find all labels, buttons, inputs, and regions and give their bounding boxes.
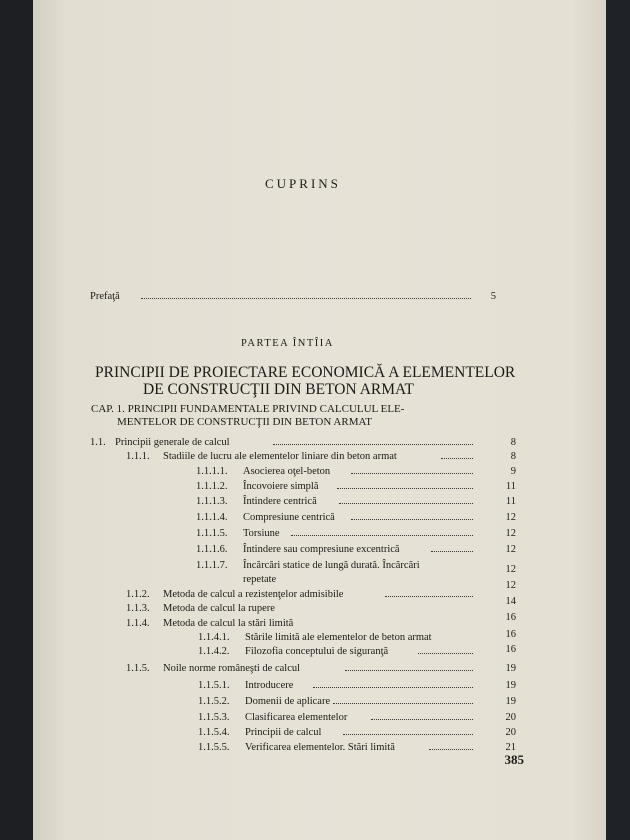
toc-title: Încovoiere simplă	[243, 481, 319, 492]
toc-title: Stările limită ale elementelor de beton armat	[245, 632, 432, 643]
toc-title: Metoda de calcul a rezistenţelor admisibile	[163, 589, 344, 600]
dot-leader	[343, 734, 473, 735]
toc-title: Principii de calcul	[245, 727, 322, 738]
toc-page: 11	[505, 496, 516, 507]
toc-title: Stadiile de lucru ale elementelor liniare din beton armat	[163, 451, 397, 462]
toc-title: Metoda de calcul la stări limită	[163, 618, 294, 629]
toc-title: Compresiune centrică	[243, 512, 335, 523]
dot-leader	[429, 749, 473, 750]
dot-leader	[351, 473, 473, 474]
toc-title: Noile norme româneşti de calcul	[163, 663, 301, 674]
toc-page: 19	[505, 680, 516, 691]
toc-title-continuation: repetate	[243, 574, 277, 585]
toc-title: Torsiune	[243, 528, 280, 539]
toc-number: 1.1.1.6.	[196, 544, 228, 555]
toc-page: 20	[505, 712, 516, 723]
dot-leader	[337, 488, 473, 489]
toc-page: 16	[505, 644, 516, 655]
toc-title: Întindere sau compresiune excentrică	[243, 544, 400, 555]
dot-leader	[418, 653, 473, 654]
toc-page: 12	[505, 580, 516, 591]
toc-page: 11	[505, 481, 516, 492]
toc-page: 8	[510, 437, 516, 448]
toc-page: 19	[505, 663, 516, 674]
toc-page: 12	[505, 512, 516, 523]
toc-number: 1.1.5.	[126, 663, 150, 674]
section-heading-line1: PRINCIPII DE PROIECTARE ECONOMICĂ A ELEMENTELOR	[95, 364, 516, 381]
toc-page: 12	[505, 564, 516, 575]
toc-title: Introducere	[245, 680, 294, 691]
part-heading: PARTEA ÎNTÎIA	[241, 338, 334, 349]
toc-title: Încărcări statice de lungă durată. Încărcări	[243, 560, 420, 571]
toc-title: Filozofia conceptului de siguranţă	[245, 646, 389, 657]
toc-page: 8	[510, 451, 516, 462]
toc-title: Întindere centrică	[243, 496, 317, 507]
toc-title: Principii generale de calcul	[115, 437, 230, 448]
dot-leader	[291, 535, 473, 536]
dot-leader	[273, 444, 473, 445]
toc-page: 21	[505, 742, 516, 753]
toc-number: 1.1.2.	[126, 589, 150, 600]
toc-number: 1.1.1.1.	[196, 466, 228, 477]
dot-leader	[313, 687, 473, 688]
toc-number: 1.1.1.7.	[196, 560, 228, 571]
toc-number: 1.1.1.3.	[196, 496, 228, 507]
toc-page: 14	[505, 596, 516, 607]
page-number: 385	[504, 752, 524, 767]
book-page	[33, 0, 606, 840]
toc-title: Asocierea oţel-beton	[243, 466, 331, 477]
toc-number: 1.1.	[90, 437, 106, 448]
toc-number: 1.1.5.4.	[198, 727, 230, 738]
toc-number: 1.1.4.	[126, 618, 150, 629]
toc-page: 12	[505, 528, 516, 539]
section-heading-line2: DE CONSTRUCŢII DIN BETON ARMAT	[143, 381, 414, 398]
toc-title: Clasificarea elementelor	[245, 712, 348, 723]
toc-number: 1.1.5.2.	[198, 696, 230, 707]
toc-number: 1.1.3.	[126, 603, 150, 614]
toc-number: 1.1.1.4.	[196, 512, 228, 523]
toc-number: 1.1.5.3.	[198, 712, 230, 723]
toc-page: 12	[505, 544, 516, 555]
page-title: CUPRINS	[265, 176, 341, 191]
toc-title: Metoda de calcul la rupere	[163, 603, 275, 614]
toc-page: 19	[505, 696, 516, 707]
dot-leader	[141, 298, 471, 299]
toc-number: 1.1.5.5.	[198, 742, 230, 753]
preface-page: 5	[490, 291, 496, 302]
dot-leader	[441, 458, 473, 459]
toc-title: Verificarea elementelor. Stări limită	[245, 742, 395, 753]
dot-leader	[351, 519, 473, 520]
dot-leader	[431, 551, 473, 552]
toc-page: 16	[505, 629, 516, 640]
toc-number: 1.1.1.2.	[196, 481, 228, 492]
toc-number: 1.1.4.2.	[198, 646, 230, 657]
chapter-heading-line1: CAP. 1. PRINCIPII FUNDAMENTALE PRIVIND CALCULUL ELE-	[91, 403, 405, 415]
toc-number: 1.1.5.1.	[198, 680, 230, 691]
dot-leader	[385, 596, 473, 597]
toc-page: 20	[505, 727, 516, 738]
dot-leader	[339, 503, 473, 504]
dot-leader	[371, 719, 473, 720]
dot-leader	[333, 703, 473, 704]
toc-number: 1.1.1.5.	[196, 528, 228, 539]
toc-page: 9	[510, 466, 516, 477]
toc-title: Domenii de aplicare	[245, 696, 331, 707]
toc-number: 1.1.4.1.	[198, 632, 230, 643]
dot-leader	[345, 670, 473, 671]
toc-page: 16	[505, 612, 516, 623]
chapter-heading-line2: MENTELOR DE CONSTRUCŢII DIN BETON ARMAT	[117, 416, 372, 428]
background-left-dark	[0, 0, 33, 840]
background-right-dark	[606, 0, 630, 840]
preface-label: Prefaţă	[90, 291, 120, 302]
toc-number: 1.1.1.	[126, 451, 150, 462]
